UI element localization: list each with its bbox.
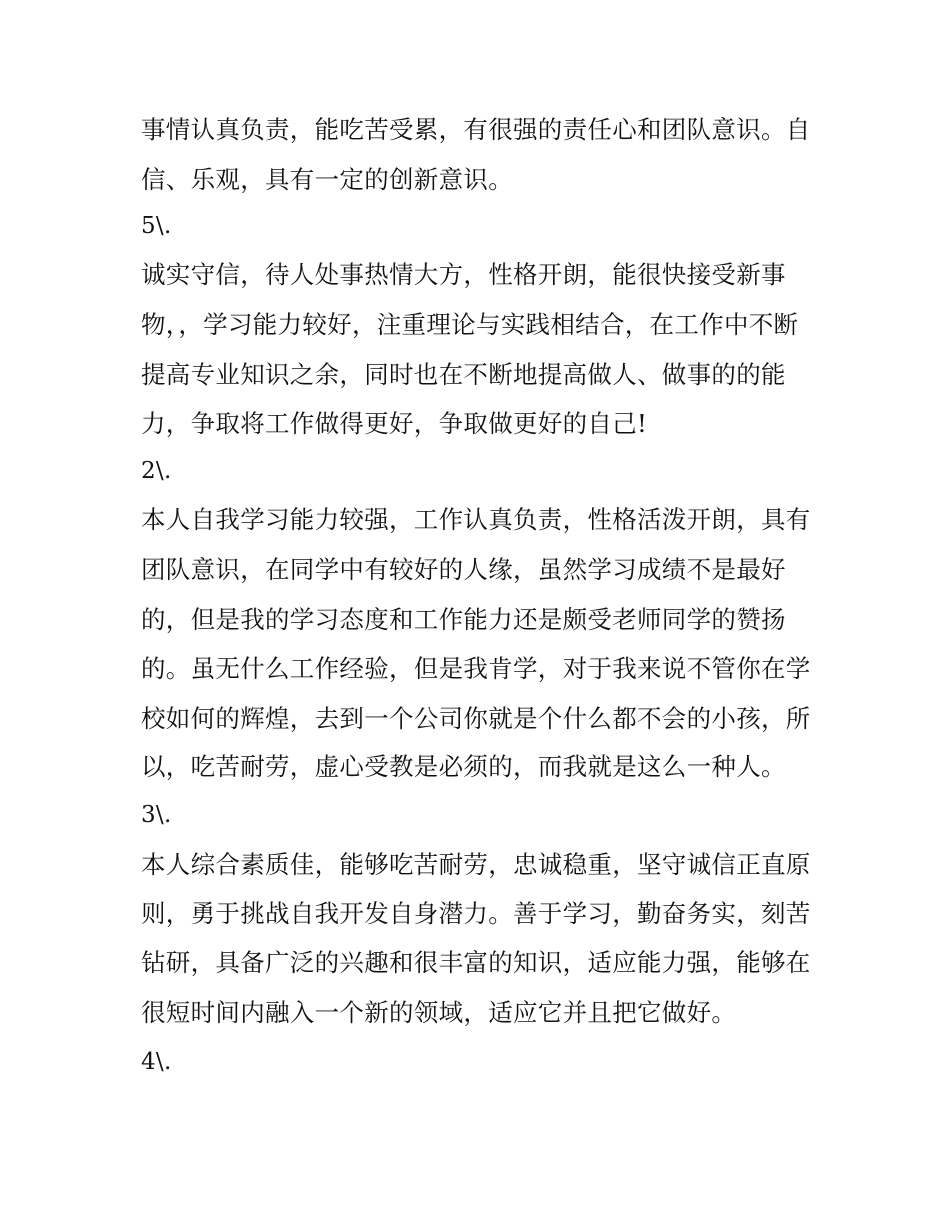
text-line: 的，但是我的学习态度和工作能力还是颇受老师同学的赞扬	[141, 605, 786, 634]
text-line: 本人综合素质佳，能够吃苦耐劳，忠诚稳重，坚守诚信正直原	[141, 850, 811, 879]
text-line: 力，争取将工作做得更好，争取做更好的自己!	[141, 409, 648, 438]
text-line: 本人自我学习能力较强，工作认真负责，性格活泼开朗，具有	[141, 505, 811, 534]
text-line: 钻研，具备广泛的兴趣和很丰富的知识，适应能力强，能够在	[141, 948, 811, 977]
text-line: 物，，学习能力较好，注重理论与实践相结合，在工作中不断	[141, 310, 799, 339]
text-line: 信、乐观，具有一定的创新意识。	[141, 165, 513, 194]
section-number: 4\.	[141, 1049, 172, 1075]
text-line: 很短时间内融入一个新的领域，适应它并且把它做好。	[141, 998, 737, 1027]
text-line: 校如何的辉煌，去到一个公司你就是个什么都不会的小孩，所	[141, 704, 811, 733]
section-number: 2\.	[141, 458, 172, 484]
text-line: 诚实守信，待人处事热情大方，性格开朗，能很快接受新事	[141, 260, 786, 289]
section-number: 3\.	[141, 802, 172, 828]
text-line: 团队意识，在同学中有较好的人缘，虽然学习成绩不是最好	[141, 555, 786, 584]
text-line: 提高专业知识之余，同时也在不断地提高做人、做事的的能	[141, 360, 786, 389]
text-line: 则，勇于挑战自我开发自身潜力。善于学习，勤奋务实，刻苦	[141, 899, 811, 928]
section-number: 5\.	[141, 213, 172, 239]
text-line: 的。虽无什么工作经验，但是我肯学，对于我来说不管你在学	[141, 654, 811, 683]
text-line: 事情认真负责，能吃苦受累，有很强的责任心和团队意识。自	[141, 115, 811, 144]
text-line: 以，吃苦耐劳，虚心受教是必须的，而我就是这么一种人。	[141, 752, 786, 781]
